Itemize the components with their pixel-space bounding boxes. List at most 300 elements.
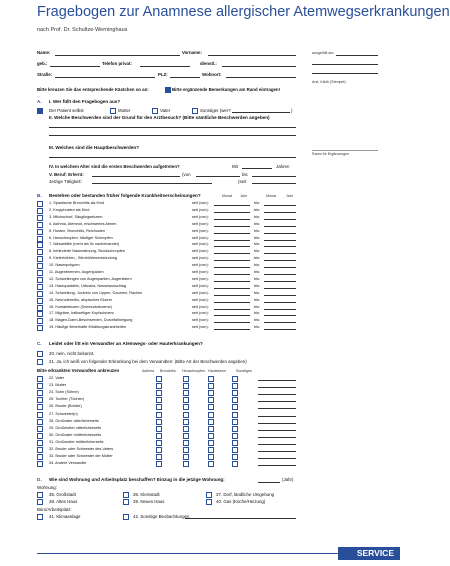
- b-seit-field[interactable]: [214, 315, 250, 316]
- c-sonstiges-field[interactable]: [258, 387, 296, 388]
- c-sonstiges-field[interactable]: [258, 465, 296, 466]
- haupt-line[interactable]: [49, 157, 296, 158]
- c-cell-checkbox[interactable]: [183, 383, 189, 389]
- c-sonstiges-field[interactable]: [258, 430, 296, 431]
- c-item-label: 34. Andere Verwandte: [49, 461, 87, 466]
- tel-dienstl-field[interactable]: [222, 66, 296, 67]
- page-subtitle: nach Prof. Dr. Schultze-Werninghaus: [37, 27, 128, 33]
- b-checkbox-3[interactable]: [37, 215, 43, 221]
- seit-field[interactable]: [252, 183, 296, 184]
- opt-sonstiger: Sonstiger (wer?: [200, 108, 231, 113]
- b-head-monat-2: Monat: [266, 194, 276, 198]
- b-bis-label: bis:: [254, 214, 260, 219]
- b-checkbox-5[interactable]: [37, 229, 43, 235]
- b-bis-field[interactable]: [264, 295, 296, 296]
- jetzige-label: Jetzige Tätigkeit:: [49, 179, 82, 184]
- b-item-label: 9. Kieferhöhlen-, Stirnhöhlenentzündung: [49, 256, 117, 261]
- beruf-bis: bis: [242, 172, 248, 177]
- b-seit-label: seit (von):: [192, 297, 209, 302]
- checkbox-mutter[interactable]: [110, 108, 116, 114]
- instruction-text-2: Bitte ergänzende Bemerkungen am Rand eintragen!: [172, 87, 281, 92]
- c-cell-checkbox[interactable]: [183, 461, 189, 467]
- c-item-label: 22. Vater: [49, 376, 65, 380]
- b-bis-field[interactable]: [264, 212, 296, 213]
- opt-patient: Der Patient selbst: [49, 108, 84, 113]
- wohnung-label: Wohnung:: [37, 485, 57, 490]
- c-cell-checkbox[interactable]: [183, 412, 189, 418]
- c-checkbox-32[interactable]: [37, 447, 43, 453]
- c-item-label: 25. Tochter (Töchter): [49, 397, 85, 402]
- c-cell-checkbox[interactable]: [232, 419, 238, 425]
- b-seit-label: seit (von):: [192, 283, 209, 288]
- jetzige-field[interactable]: [92, 183, 212, 184]
- c-checkbox-33[interactable]: [37, 454, 43, 460]
- section-a2-question: II. Welche Beschwerden sind der Grund für den Arztbesuch? (Bitte sämtliche Beschwerden angeben): [49, 115, 270, 120]
- c-cell-checkbox[interactable]: [232, 397, 238, 403]
- c-item-label: 30. Großvater mütterlicherseits: [49, 432, 102, 437]
- c-cell-checkbox[interactable]: [183, 376, 189, 382]
- b-seit-label: seit (von):: [192, 318, 209, 323]
- b-head-jahr: Jahr: [240, 194, 247, 198]
- b-seit-label: seit (von):: [192, 256, 209, 261]
- beschwerden-line-1[interactable]: [49, 127, 296, 128]
- b-seit-field[interactable]: [214, 288, 250, 289]
- c-cell-checkbox[interactable]: [156, 461, 162, 467]
- checkbox-vater[interactable]: [152, 108, 158, 114]
- c-item-label: 31. Großmutter mütterlicherseits: [49, 439, 104, 444]
- example-checkbox: [165, 87, 171, 93]
- c-cell-checkbox[interactable]: [232, 440, 238, 446]
- c-cell-checkbox[interactable]: [183, 426, 189, 432]
- stempel-line-2[interactable]: [312, 73, 378, 74]
- opt-42: 42. Sonstige Beobachtungen: [133, 514, 190, 519]
- b-bis-field[interactable]: [264, 226, 296, 227]
- opt-36: 36. Kleinstadt: [133, 492, 160, 497]
- c-cell-checkbox[interactable]: [183, 447, 189, 453]
- opt-21: 21. Ja, ich weiß von folgender Erkrankung bei dem Verwandten: (Bitte Art der Beschwerden angeben): [49, 359, 247, 364]
- buero-label: Büro/Arbeitsplatz:: [37, 507, 72, 512]
- b-seit-label: seit (von):: [192, 325, 209, 330]
- b-checkbox-13[interactable]: [37, 284, 43, 290]
- c-item-label: 27. Schwester(n): [49, 411, 78, 416]
- c-cell-checkbox[interactable]: [208, 426, 214, 432]
- b-checkbox-6[interactable]: [37, 236, 43, 242]
- c-sonstiges-field[interactable]: [258, 444, 296, 445]
- c-item-label: 26. Bruder (Brüder): [49, 404, 82, 409]
- c-checkbox-24[interactable]: [37, 390, 43, 396]
- c-checkbox-29[interactable]: [37, 426, 43, 432]
- b-bis-field[interactable]: [264, 288, 296, 289]
- strasse-label: Straße:: [37, 72, 53, 77]
- c-cell-checkbox[interactable]: [232, 454, 238, 460]
- b-bis-label: bis:: [254, 311, 260, 316]
- mit-label: Mit: [232, 164, 238, 169]
- c-cell-checkbox[interactable]: [183, 419, 189, 425]
- c-cell-checkbox[interactable]: [208, 447, 214, 453]
- b-checkbox-14[interactable]: [37, 291, 43, 297]
- opt-vater: Vater: [160, 108, 171, 113]
- b-checkbox-16[interactable]: [37, 305, 43, 311]
- checkbox-35[interactable]: [37, 492, 43, 498]
- b-item-label: 13. Hautquaddeln, Urticaria, Nesselausschlag: [49, 283, 127, 288]
- b-bis-field[interactable]: [264, 302, 296, 303]
- c-cell-checkbox[interactable]: [156, 419, 162, 425]
- b-seit-label: seit (von):: [192, 207, 209, 212]
- b-bis-label: bis:: [254, 207, 260, 212]
- opt-20: 20. nein, nicht bekannt.: [49, 351, 95, 356]
- c-cell-checkbox[interactable]: [156, 433, 162, 439]
- c-col-head: Hautekzem: [208, 369, 227, 373]
- c-sonstiges-field[interactable]: [258, 401, 296, 402]
- b-seit-label: seit (von):: [192, 311, 209, 316]
- b-seit-label: seit (von):: [192, 201, 209, 205]
- c-cell-checkbox[interactable]: [156, 404, 162, 410]
- c-cell-checkbox[interactable]: [208, 454, 214, 460]
- b-seit-field[interactable]: [214, 233, 250, 234]
- b-bis-label: bis:: [254, 256, 260, 261]
- b-item-label: 18. Magen-Darm-Beschwerden, Durchfallneigung: [49, 318, 133, 323]
- beobachtungen-field[interactable]: [185, 518, 296, 519]
- strasse-field[interactable]: [55, 77, 155, 78]
- alter-field[interactable]: [242, 168, 272, 169]
- c-checkbox-30[interactable]: [37, 433, 43, 439]
- c-col-head: Heuschnupfen: [182, 369, 206, 373]
- c-table-head: Bitte erkrankten Verwandten ankreuzen: [37, 368, 120, 373]
- tel-privat-field[interactable]: [140, 66, 190, 67]
- c-sonstiges-field[interactable]: [258, 423, 296, 424]
- c-cell-checkbox[interactable]: [156, 376, 162, 382]
- b-bis-label: bis:: [254, 304, 260, 309]
- b-seit-field[interactable]: [214, 322, 250, 323]
- c-cell-checkbox[interactable]: [208, 376, 214, 382]
- b-seit-field[interactable]: [214, 267, 250, 268]
- c-item-label: 29. Großmutter väterlicherseits: [49, 425, 102, 430]
- c-item-label: 28. Großvater väterlicherseits: [49, 418, 99, 423]
- b-bis-field[interactable]: [264, 267, 296, 268]
- b-checkbox-7[interactable]: [37, 242, 43, 248]
- b-checkbox-1[interactable]: [37, 201, 43, 207]
- c-cell-checkbox[interactable]: [232, 390, 238, 396]
- b-item-label: 4. Asthma, Atemnot, erschwertes Atmen: [49, 221, 117, 226]
- opt-sonstiger-end: ): [291, 108, 293, 113]
- c-sonstiges-field[interactable]: [258, 437, 296, 438]
- c-cell-checkbox[interactable]: [208, 461, 214, 467]
- c-checkbox-26[interactable]: [37, 404, 43, 410]
- c-cell-checkbox[interactable]: [208, 440, 214, 446]
- b-seit-field[interactable]: [214, 309, 250, 310]
- c-cell-checkbox[interactable]: [156, 447, 162, 453]
- section-b-letter: B.: [37, 193, 42, 198]
- b-bis-label: bis:: [254, 221, 260, 226]
- c-cell-checkbox[interactable]: [232, 376, 238, 382]
- opt-40: 40. Gas (Küche/Heizung): [216, 499, 266, 504]
- b-bis-label: bis:: [254, 318, 260, 323]
- opt-mutter: Mutter: [118, 108, 131, 113]
- b-bis-field[interactable]: [264, 246, 296, 247]
- b-seit-label: seit (von):: [192, 242, 209, 247]
- b-checkbox-2[interactable]: [37, 208, 43, 214]
- c-col-head: Sonstiges: [236, 369, 252, 373]
- ausgefuellt-field[interactable]: [336, 55, 378, 56]
- b-seit-label: seit (von):: [192, 214, 209, 219]
- checkbox-38[interactable]: [37, 499, 43, 505]
- plz-field[interactable]: [170, 77, 200, 78]
- b-seit-field[interactable]: [214, 253, 250, 254]
- opt-38: 38. Altes Haus: [49, 499, 78, 504]
- beruf-von-field[interactable]: [196, 176, 240, 177]
- c-cell-checkbox[interactable]: [232, 426, 238, 432]
- einzug-field[interactable]: [258, 482, 280, 483]
- b-bis-field[interactable]: [264, 260, 296, 261]
- b-head-jahr-2: Jahr: [286, 194, 293, 198]
- c-checkbox-22[interactable]: [37, 376, 43, 382]
- c-cell-checkbox[interactable]: [232, 447, 238, 453]
- c-sonstiges-field[interactable]: [258, 380, 296, 381]
- opt-37: 37. Dorf, ländliche Umgebung: [216, 492, 275, 497]
- b-item-label: 6. Heuschnupfen, häufiger Schnupfen: [49, 235, 113, 240]
- c-cell-checkbox[interactable]: [156, 426, 162, 432]
- b-checkbox-17[interactable]: [37, 311, 43, 317]
- checkbox-patient[interactable]: [37, 108, 43, 114]
- seit-label: (seit: [238, 179, 247, 184]
- b-item-label: 10. Nasenpolypen: [49, 263, 80, 268]
- beruf-label: V. Beruf: Erlernt:: [49, 172, 84, 177]
- c-sonstiges-field[interactable]: [258, 451, 296, 452]
- b-item-label: 15. Neurodermitis, atopisches Ekzem: [49, 297, 112, 302]
- b-seit-label: seit (von):: [192, 276, 209, 281]
- c-cell-checkbox[interactable]: [232, 433, 238, 439]
- beschwerden-line-2[interactable]: [49, 135, 296, 136]
- b-bis-field[interactable]: [264, 281, 296, 282]
- b-bis-label: bis:: [254, 290, 260, 295]
- checkbox-21[interactable]: [37, 359, 43, 365]
- b-item-label: 17. Migräne, halbseitiger Kopfschmerz: [49, 311, 114, 316]
- b-seit-field[interactable]: [214, 295, 250, 296]
- checkbox-42[interactable]: [123, 514, 129, 520]
- c-cell-checkbox[interactable]: [183, 390, 189, 396]
- c-cell-checkbox[interactable]: [208, 419, 214, 425]
- section-c-letter: C.: [37, 341, 42, 346]
- b-seit-label: seit (von):: [192, 304, 209, 309]
- b-item-label: 12. Schwellungen von Augenpartien, Augenlidern: [49, 276, 132, 281]
- b-item-label: 8. behinderte Nasenatmung, Stockschnupfen: [49, 249, 125, 254]
- raum-label: Raum für Ergänzungen: [312, 152, 350, 156]
- b-item-label: 7. Niesanfälle (mehr als 5x nacheinander): [49, 242, 120, 247]
- b-bis-field[interactable]: [264, 240, 296, 241]
- b-seit-field[interactable]: [214, 240, 250, 241]
- b-bis-label: bis:: [254, 235, 260, 240]
- section-a3-question: III. Welches sind die Hauptbeschwerden?: [49, 145, 140, 150]
- vorname-field[interactable]: [208, 55, 296, 56]
- checkbox-sonstiger[interactable]: [192, 108, 198, 114]
- b-bis-field[interactable]: [264, 274, 296, 275]
- c-checkbox-31[interactable]: [37, 440, 43, 446]
- b-bis-field[interactable]: [264, 315, 296, 316]
- c-cell-checkbox[interactable]: [183, 404, 189, 410]
- b-seit-field[interactable]: [214, 205, 250, 206]
- checkbox-40[interactable]: [206, 499, 212, 505]
- b-item-label: 5. Husten, Bronchitis, Reizhusten: [49, 228, 106, 233]
- b-bis-field[interactable]: [264, 322, 296, 323]
- c-cell-checkbox[interactable]: [183, 433, 189, 439]
- page-title: Fragebogen zur Anamnese allergischer Atemwegserkrankungen: [37, 4, 450, 20]
- c-cell-checkbox[interactable]: [208, 433, 214, 439]
- c-cell-checkbox[interactable]: [156, 383, 162, 389]
- beruf-bis-field[interactable]: [252, 176, 296, 177]
- c-cell-checkbox[interactable]: [232, 461, 238, 467]
- b-bis-label: bis:: [254, 249, 260, 254]
- b-item-label: 3. Milchschorf, Säuglingsekzem: [49, 214, 103, 219]
- b-seit-label: seit (von):: [192, 290, 209, 295]
- c-sonstiges-field[interactable]: [258, 408, 296, 409]
- c-sonstiges-field[interactable]: [258, 394, 296, 395]
- b-item-label: 14. Schwellung, Juckreiz von Lippen, Gaumen, Rachen: [49, 290, 143, 295]
- wohnort-field[interactable]: [226, 77, 296, 78]
- raum-divider: [312, 150, 378, 151]
- c-item-label: 32. Bruder oder Schwester des Vaters: [49, 447, 114, 451]
- b-item-label: 2. Krupphusten als Kind: [49, 207, 90, 212]
- b-checkbox-10[interactable]: [37, 263, 43, 269]
- wohnort-label: Wohnort:: [202, 72, 222, 77]
- c-cell-checkbox[interactable]: [208, 397, 214, 403]
- c-cell-checkbox[interactable]: [232, 383, 238, 389]
- b-checkbox-4[interactable]: [37, 222, 43, 228]
- section-c-question: Leidet oder litt ein Verwandter an Atemwegs- oder Hauterkrankungen?: [49, 341, 203, 346]
- tel-privat-label: Telefon privat:: [102, 61, 132, 66]
- tel-dienstl-label: dienstl.:: [200, 61, 217, 66]
- service-badge: SERVICE: [338, 547, 400, 560]
- opt-35: 35. Großstadt: [49, 492, 76, 497]
- b-bis-label: bis:: [254, 242, 260, 247]
- opt-41: 41. Klimaanlage: [49, 514, 81, 519]
- c-cell-checkbox[interactable]: [232, 412, 238, 418]
- b-checkbox-8[interactable]: [37, 249, 43, 255]
- c-item-label: 33. Bruder oder Schwester der Mutter: [49, 454, 113, 459]
- c-checkbox-34[interactable]: [37, 461, 43, 467]
- b-item-label: 19. Häufige fieberhafte Erkältungskrankheiten: [49, 325, 127, 330]
- b-seit-label: seit (von):: [192, 263, 209, 268]
- section-a-letter: A.: [37, 99, 42, 104]
- b-seit-label: seit (von):: [192, 270, 209, 274]
- b-seit-field[interactable]: [214, 274, 250, 275]
- geb-field[interactable]: [50, 66, 100, 67]
- b-checkbox-15[interactable]: [37, 298, 43, 304]
- beruf-von: (von: [182, 172, 191, 177]
- footer-rule: [37, 553, 338, 554]
- c-cell-checkbox[interactable]: [183, 440, 189, 446]
- c-cell-checkbox[interactable]: [156, 412, 162, 418]
- c-cell-checkbox[interactable]: [232, 404, 238, 410]
- klinik-label: Arzt, Klinik (Stempel):: [312, 80, 347, 84]
- section-b-question: Bestehen oder bestanden früher folgende Krankheitserscheinungen?: [49, 193, 201, 198]
- checkbox-37[interactable]: [206, 492, 212, 498]
- b-item-label: 16. Kontaktekzem (Schmuckekzeme): [49, 304, 112, 309]
- c-cell-checkbox[interactable]: [156, 440, 162, 446]
- b-seit-field[interactable]: [214, 246, 250, 247]
- instruction-text-1: Bitte kreuzen Sie das entsprechende Kästchen so an:: [37, 87, 149, 92]
- b-item-label: 1. Spastische Bronchitis als Kind: [49, 201, 105, 205]
- c-cell-checkbox[interactable]: [208, 390, 214, 396]
- c-cell-checkbox[interactable]: [156, 454, 162, 460]
- ausgefuellt-label: ausgefüllt am:: [312, 51, 335, 55]
- c-item-label: 24. Sohn (Söhne): [49, 390, 79, 395]
- section-a-question: I. Wer füllt den Fragebogen aus?: [49, 99, 121, 104]
- b-seit-field[interactable]: [214, 219, 250, 220]
- q4-label: IV. In welchem Alter sind die ersten Beschwerden aufgetreten?: [49, 164, 180, 169]
- b-bis-label: bis:: [254, 270, 260, 274]
- sonstiger-field[interactable]: [232, 112, 290, 113]
- b-item-label: 11. Augenbrennen, Augenjucken: [49, 270, 104, 274]
- b-seit-label: seit (von):: [192, 249, 209, 254]
- checkbox-41[interactable]: [37, 514, 43, 520]
- b-bis-label: bis:: [254, 276, 260, 281]
- b-bis-field[interactable]: [264, 253, 296, 254]
- c-cell-checkbox[interactable]: [156, 390, 162, 396]
- c-cell-checkbox[interactable]: [208, 404, 214, 410]
- checkbox-20[interactable]: [37, 351, 43, 357]
- jahren-label: Jahren: [276, 164, 290, 169]
- c-item-label: 23. Mutter: [49, 383, 67, 388]
- b-bis-field[interactable]: [264, 205, 296, 206]
- b-checkbox-11[interactable]: [37, 270, 43, 276]
- checkbox-36[interactable]: [123, 492, 129, 498]
- c-checkbox-27[interactable]: [37, 412, 43, 418]
- b-bis-label: bis:: [254, 228, 260, 233]
- c-sonstiges-field[interactable]: [258, 416, 296, 417]
- c-cell-checkbox[interactable]: [208, 412, 214, 418]
- beruf-field[interactable]: [92, 176, 180, 177]
- c-checkbox-23[interactable]: [37, 383, 43, 389]
- b-bis-label: bis:: [254, 325, 260, 330]
- b-seit-label: seit (von):: [192, 235, 209, 240]
- c-col-head: Bronchitis: [160, 369, 176, 373]
- b-bis-label: bis:: [254, 297, 260, 302]
- b-checkbox-18[interactable]: [37, 318, 43, 324]
- b-bis-field[interactable]: [264, 329, 296, 330]
- b-checkbox-19[interactable]: [37, 325, 43, 331]
- section-d-letter: D.: [37, 477, 42, 482]
- b-bis-field[interactable]: [264, 233, 296, 234]
- b-bis-field[interactable]: [264, 219, 296, 220]
- c-checkbox-25[interactable]: [37, 397, 43, 403]
- c-cell-checkbox[interactable]: [183, 397, 189, 403]
- b-checkbox-12[interactable]: [37, 277, 43, 283]
- opt-39: 39. Neues Haus: [133, 499, 165, 504]
- name-field[interactable]: [55, 55, 180, 56]
- c-sonstiges-field[interactable]: [258, 458, 296, 459]
- b-seit-field[interactable]: [214, 212, 250, 213]
- c-checkbox-28[interactable]: [37, 419, 43, 425]
- b-seit-field[interactable]: [214, 281, 250, 282]
- c-col-head: Asthma: [142, 369, 155, 373]
- c-cell-checkbox[interactable]: [183, 454, 189, 460]
- stempel-line-1[interactable]: [312, 64, 378, 65]
- c-cell-checkbox[interactable]: [156, 397, 162, 403]
- b-seit-field[interactable]: [214, 302, 250, 303]
- b-seit-field[interactable]: [214, 329, 250, 330]
- name-label: Name:: [37, 50, 51, 55]
- vorname-label: Vorname:: [182, 50, 202, 55]
- c-cell-checkbox[interactable]: [208, 383, 214, 389]
- geb-label: geb.:: [37, 61, 48, 66]
- b-bis-field[interactable]: [264, 309, 296, 310]
- b-seit-field[interactable]: [214, 260, 250, 261]
- einzug-jahr: (Jahr): [282, 477, 294, 482]
- b-head-monat: Monat: [222, 194, 232, 198]
- b-seit-field[interactable]: [214, 226, 250, 227]
- checkbox-39[interactable]: [123, 499, 129, 505]
- b-checkbox-9[interactable]: [37, 256, 43, 262]
